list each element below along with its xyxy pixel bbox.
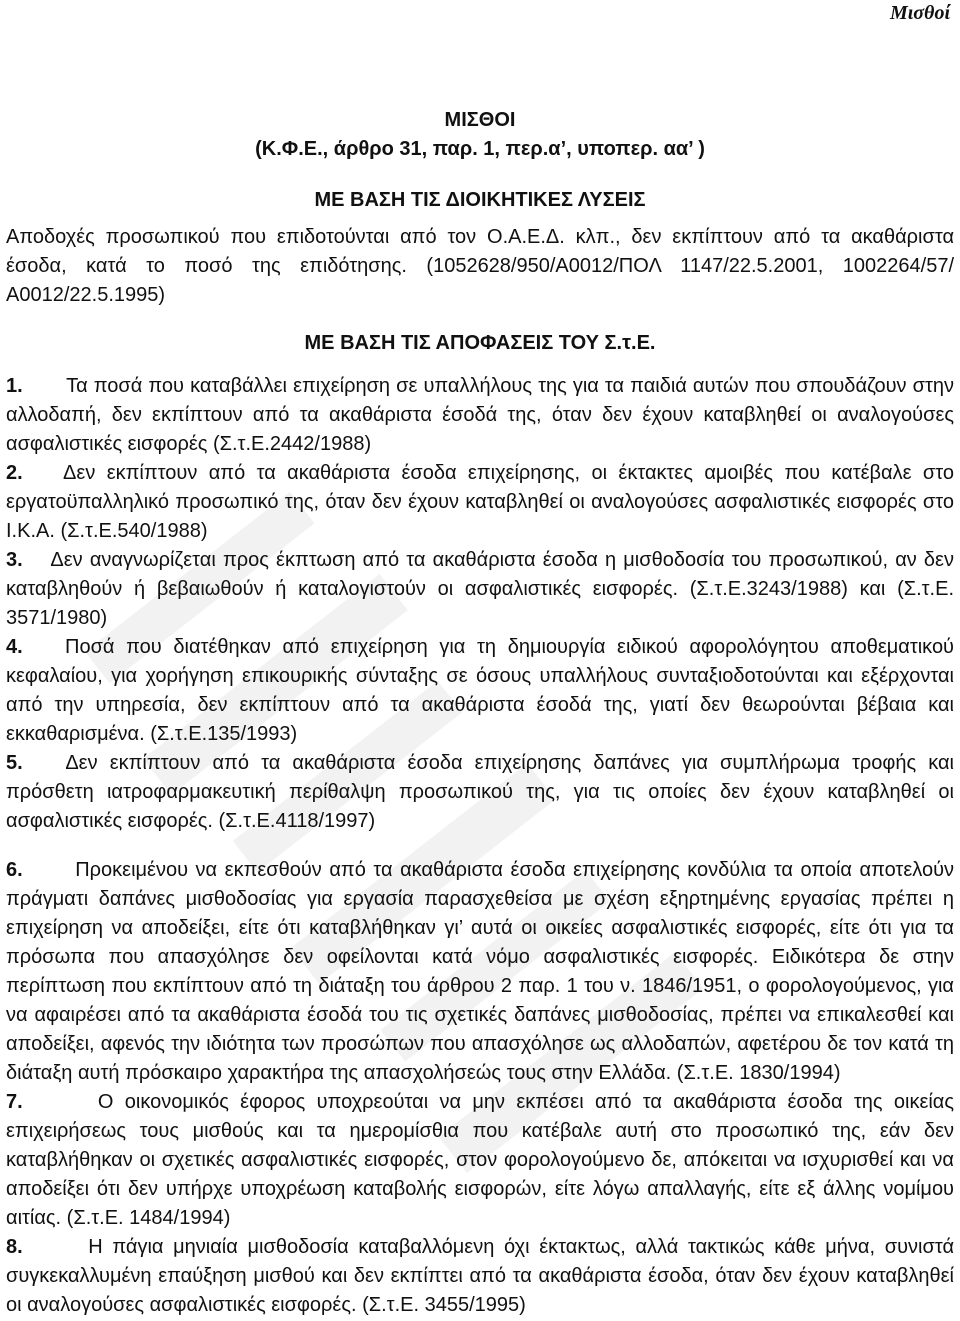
list-item: [6, 856, 954, 1088]
item-number: 5.: [6, 752, 23, 774]
item-text: Προκειμένου να εκπεσθούν από τα ακαθάριστα έσοδα επιχείρησης κονδύλια τα οποία αποτελούν πράγματι δαπάνες μισθοδοσίας για εργασία παρασχεθείσα με σχέση εξηρτημένης εργασίας πρέπει η επιχείρηση να αποδείξει, είτε ότι καταβλήθηκαν γι’ αυτά οι οικείες ασφαλιστικές εισφορές, είτε ότι για τα πρόσωπα που απασχόλησε δεν οφείλονται κατά νόμο ασφαλιστικές εισφορές. Ειδικότερα δε στην περίπτωση που εκπίπτουν από τη διάταξη του άρθρου 2 παρ. 1 του ν. 1846/1951, ο φορολογούμενος, για να αφαιρέσει από τα ακαθάριστα έσοδά του τις σχετικές δαπάνες μισθοδοσίας, πρέπει να επικαλεσθεί και αποδείξει, αφενός την ιδιότητα των προσώπων που απασχόλησε ως αλλοδαπών, αφετέρου δε τον κατά τη διάταξη αυτή πρόσκαιρο χαρακτήρα της απασχολήσεώς τους στην Ελλάδα. (Σ.τ.Ε. 1830/1994): [6, 859, 955, 1084]
list-item: [6, 546, 954, 633]
item-text: Δεν εκπίπτουν από τα ακαθάριστα έσοδα επιχείρησης, οι έκτακτες αμοιβές που κατέβαλε στο εργατοϋπαλληλικό προσωπικό της, όταν δεν έχουν καταβληθεί οι αναλογούσες ασφαλιστικές εισφορές στο Ι.Κ.Α. (Σ.τ.Ε.540/1988): [6, 462, 954, 542]
item-text: Ο οικονομικός έφορος υποχρεούται να μην εκπέσει από τα ακαθάριστα έσοδα της οικείας επιχειρήσεως τους μισθούς και τα ημερομίσθια που κατέβαλε αυτή στο προσωπικό της, εάν δεν καταβλήθηκαν οι σχετικές ασφαλιστικές εισφορές, στον φορολογούμενο δε, απόκειται να ισχυρισθεί και να αποδείξει ότι δεν υπήρχε υποχρέωση καταβολής εισφορών, είτε λόγω απαλλαγής, είτε εξ άλλης νομίμου αιτίας. (Σ.τ.Ε. 1484/1994): [6, 1091, 955, 1229]
list-item: [6, 1088, 954, 1233]
item-number: 6.: [6, 859, 23, 881]
title-line-1: ΜΙΣΘΟΙ: [444, 109, 516, 131]
item-number: 2.: [6, 462, 23, 484]
document-title: [6, 106, 954, 164]
list-item: [6, 459, 954, 546]
item-text: Ποσά που διατέθηκαν από επιχείρηση για τη δημιουργία ειδικού αφορολόγητου αποθεματικού κεφαλαίου, για χορήγηση επικουρικής σύνταξης σε όσους υπαλλήλους συνταξιοδοτούνται και εξέρχονται από την υπηρεσία, δεν εκπίπτουν από τα ακαθάριστα έσοδά της, γιατί δεν θεωρούνται βέβαια και εκκαθαρισμένα. (Σ.τ.Ε.135/1993): [6, 636, 954, 745]
admin-paragraph: Αποδοχές προσωπικού που επιδοτούνται από τον Ο.Α.Ε.Δ. κλπ., δεν εκπίπτουν από τα ακαθάριστα έσοδα, κατά το ποσό της επιδότησης. (1052628/950/Α0012/ΠΟΛ 1147/22.5.2001, 1002264/57/Α0012/22.5.1995): [6, 226, 954, 306]
section-heading-admin: ΜΕ ΒΑΣΗ ΤΙΣ ΔΙΟΙΚΗΤΙΚΕΣ ΛΥΣΕΙΣ: [314, 189, 646, 211]
section-heading-court: ΜΕ ΒΑΣΗ ΤΙΣ ΑΠΟΦΑΣΕΙΣ ΤΟΥ Σ.τ.Ε.: [304, 332, 656, 354]
title-line-2: (Κ.Φ.Ε., άρθρο 31, παρ. 1, περ.α’, υποπερ. αα’ ): [255, 138, 705, 160]
item-number: 8.: [6, 1236, 23, 1258]
item-number: 4.: [6, 636, 23, 658]
document-body: [6, 106, 954, 1320]
court-decisions-list: [6, 372, 954, 1320]
list-item: [6, 372, 954, 459]
page-header-tag: Μισθοί: [889, 2, 950, 24]
item-text: Η πάγια μηνιαία μισθοδοσία καταβαλλόμενη όχι έκτακτως, αλλά τακτικώς κάθε μήνα, συνιστά συγκεκαλλυμένη επαύξηση μισθού και δεν εκπίπτει από τα ακαθάριστα έσοδα, όταν δεν έχουν καταβληθεί οι αναλογούσες ασφαλιστικές εισφορές. (Σ.τ.Ε. 3455/1995): [6, 1236, 955, 1316]
item-text: Τα ποσά που καταβάλλει επιχείρηση σε υπαλλήλους της για τα παιδιά αυτών που σπουδάζουν στην αλλοδαπή, δεν εκπίπτουν από τα ακαθάριστα έσοδά της, όταν δεν έχουν καταβληθεί οι αναλογούσες ασφαλιστικές εισφορές (Σ.τ.Ε.2442/1988): [6, 375, 954, 455]
list-item: [6, 633, 954, 749]
spacer: [6, 836, 954, 856]
list-item: [6, 1233, 954, 1320]
item-text: Δεν αναγνωρίζεται προς έκπτωση από τα ακαθάριστα έσοδα η μισθοδοσία του προσωπικού, αν δεν καταβληθούν ή βεβαιωθούν ή καταλογιστούν οι ασφαλιστικές εισφορές. (Σ.τ.Ε.3243/1988) και (Σ.τ.Ε. 3571/1980): [6, 549, 954, 629]
list-item: [6, 749, 954, 836]
item-number: 7.: [6, 1091, 23, 1113]
item-number: 3.: [6, 549, 23, 571]
item-text: Δεν εκπίπτουν από τα ακαθάριστα έσοδα επιχείρησης δαπάνες για συμπλήρωμα τροφής και πρόσθετη ιατροφαρμακευτική περίθαλψη προσωπικού της, για τις οποίες δεν έχουν καταβληθεί οι ασφαλιστικές εισφορές. (Σ.τ.Ε.4118/1997): [6, 752, 954, 832]
item-number: 1.: [6, 375, 23, 397]
